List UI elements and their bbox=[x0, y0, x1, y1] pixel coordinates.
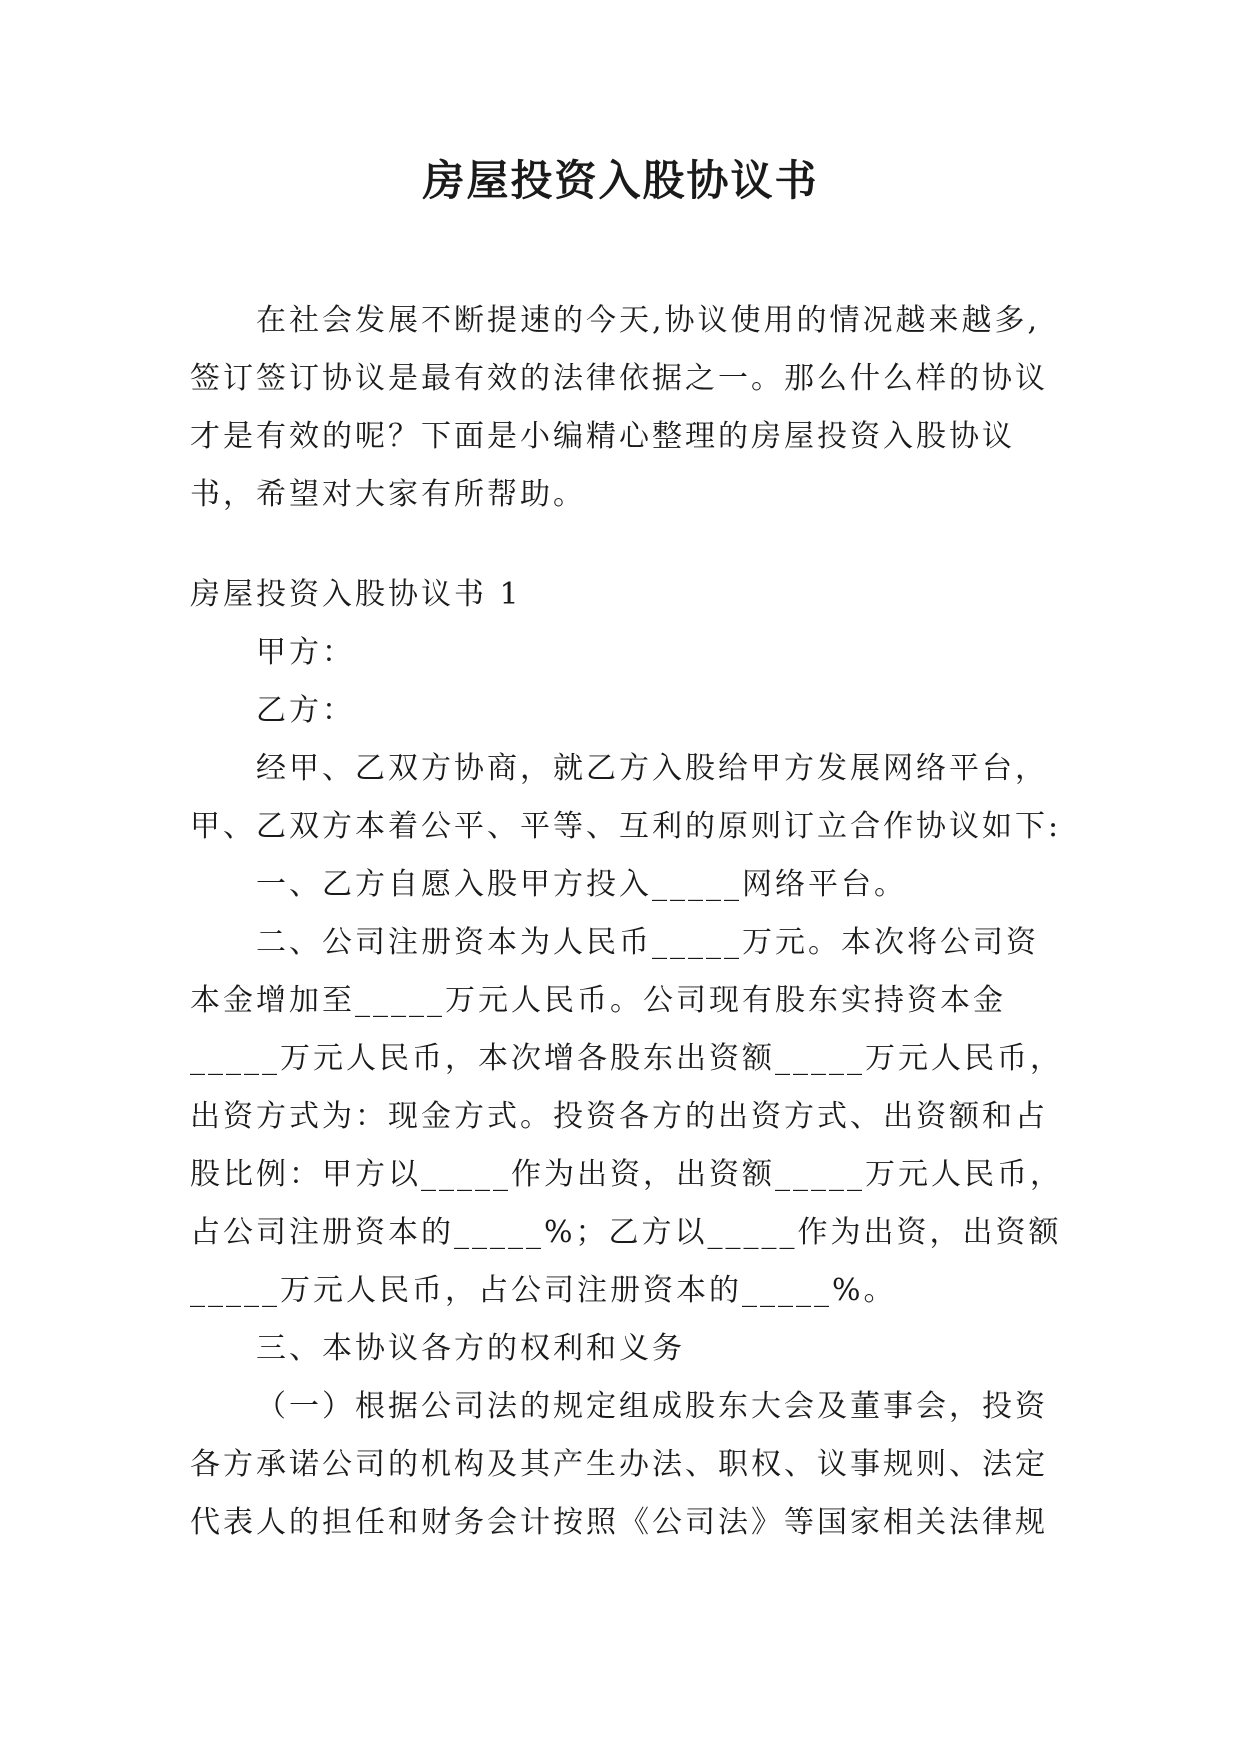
paragraph-spacer bbox=[190, 524, 1056, 566]
preamble-line: 甲、乙双方本着公平、平等、互利的原则订立合作协议如下: bbox=[190, 809, 1062, 844]
clause-3-1-line: 代表人的担任和财务会计按照《公司法》等国家相关法律规 bbox=[190, 1505, 1048, 1540]
party-b-label: 乙方： bbox=[256, 693, 355, 728]
intro-line: 才是有效的呢？下面是小编精心整理的房屋投资入股协议 bbox=[190, 419, 1015, 454]
section-heading: 房屋投资入股协议书 1 bbox=[190, 577, 522, 612]
intro-line: 书，希望对大家有所帮助。 bbox=[190, 477, 586, 512]
clause-3-1-line: 各方承诺公司的机构及其产生办法、职权、议事规则、法定 bbox=[190, 1447, 1048, 1482]
clause-3-1-line: （一）根据公司法的规定组成股东大会及董事会，投资 bbox=[256, 1389, 1048, 1424]
clause-3-heading: 三、本协议各方的权利和义务 bbox=[256, 1331, 685, 1366]
document-title: 房屋投资入股协议书 bbox=[422, 156, 819, 205]
clause-2-line: _____万元人民币，占公司注册资本的_____%。 bbox=[190, 1273, 897, 1308]
intro-line: 在社会发展不断提速的今天,协议使用的情况越来越多, bbox=[256, 303, 1041, 338]
clause-1: 一、乙方自愿入股甲方投入_____网络平台。 bbox=[256, 867, 907, 902]
clause-2-line: 股比例：甲方以_____作为出资，出资额_____万元人民币， bbox=[190, 1157, 1063, 1192]
clause-2-line: _____万元人民币，本次增各股东出资额_____万元人民币， bbox=[190, 1041, 1063, 1076]
document-body bbox=[190, 292, 1063, 1552]
party-a-label: 甲方： bbox=[256, 635, 355, 670]
clause-2-line: 二、公司注册资本为人民币_____万元。本次将公司资 bbox=[256, 925, 1039, 960]
intro-line: 签订签订协议是最有效的法律依据之一。那么什么样的协议 bbox=[190, 361, 1048, 396]
clause-2-line: 本金增加至_____万元人民币。公司现有股东实持资本金 bbox=[190, 983, 1006, 1018]
clause-2-line: 出资方式为：现金方式。投资各方的出资方式、出资额和占 bbox=[190, 1099, 1048, 1134]
clause-2-line: 占公司注册资本的_____%；乙方以_____作为出资，出资额 bbox=[190, 1215, 1062, 1250]
preamble-line: 经甲、乙双方协商，就乙方入股给甲方发展网络平台， bbox=[256, 751, 1048, 786]
